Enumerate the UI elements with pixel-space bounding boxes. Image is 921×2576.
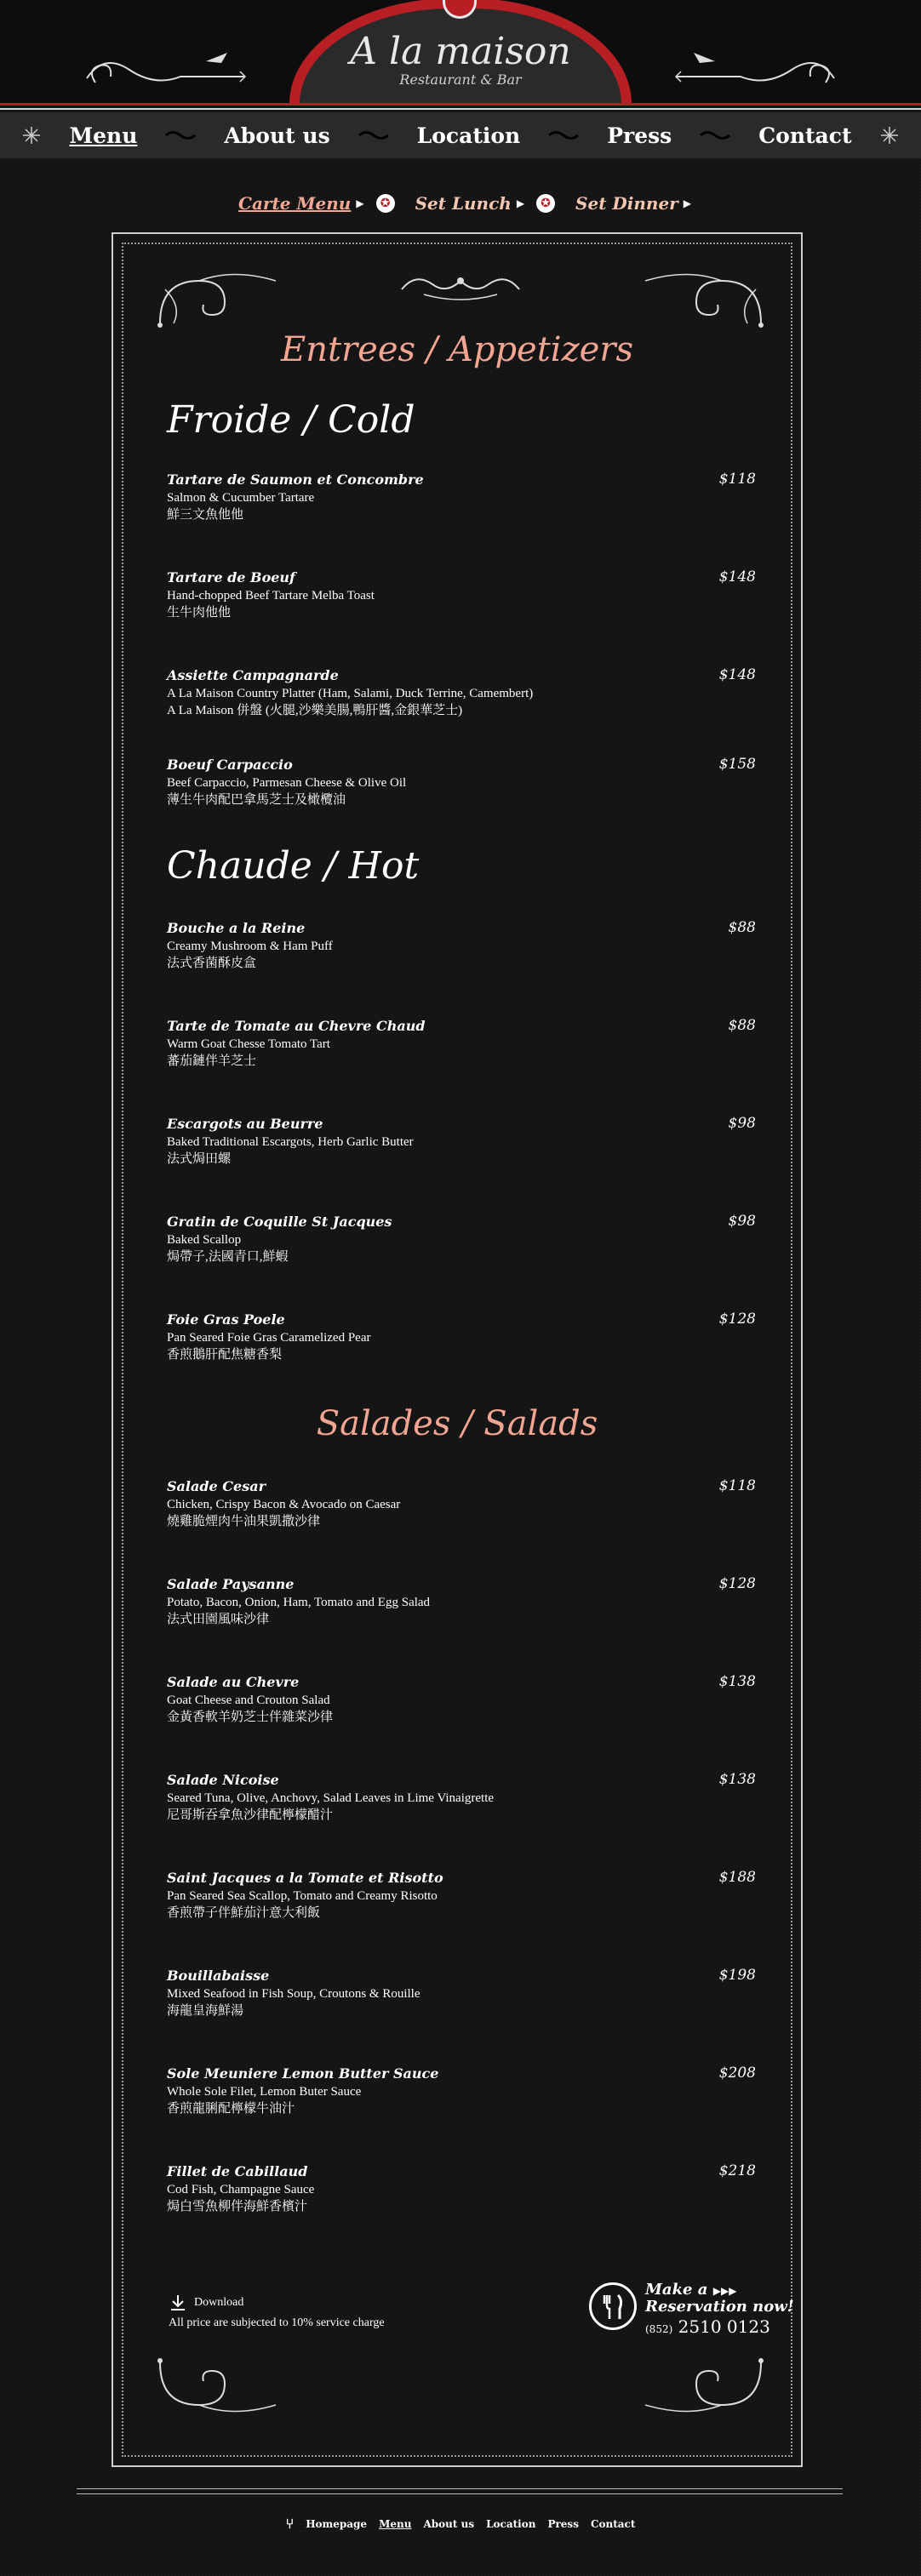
footer-link-location[interactable]: Location [486, 2517, 536, 2530]
service-charge-note: All price are subjected to 10% service charge [169, 2316, 385, 2329]
item-description-zh: 燒雞脆煙肉牛油果凱撒沙律 [167, 1515, 321, 1528]
item-name: Foie Gras Poele [167, 1311, 285, 1328]
item-description-zh: 薄生牛肉配巴拿馬芝士及橄欖油 [167, 793, 346, 807]
item-description-zh: 海龍皇海鮮湯 [167, 2004, 244, 2018]
menu-item [167, 756, 756, 808]
cutlery-icon [589, 2282, 637, 2330]
item-price: $158 [718, 756, 756, 773]
main-nav [0, 112, 921, 158]
item-description-zh: 焗白雪魚柳伴海鮮香檳汁 [167, 2200, 308, 2213]
menu-item [167, 1477, 756, 1530]
corner-ornament-top-left [157, 264, 284, 332]
section-title-entrees: Entrees / Appetizers [281, 330, 633, 369]
menu-item [167, 1213, 756, 1265]
menu-subnav [0, 189, 921, 218]
item-name: Saint Jacques a la Tomate et Risotto [167, 1870, 443, 1886]
item-name: Bouillabaisse [167, 1968, 270, 1984]
item-description: Seared Tuna, Olive, Anchovy, Salad Leaves in Lime Vinaigrette [167, 1791, 495, 1805]
item-name: Gratin de Coquille St Jacques [167, 1214, 392, 1230]
item-name: Assiette Campagnarde [167, 667, 339, 683]
corner-ornament-bottom-left [157, 2354, 284, 2422]
footer-fork-icon: ⑂ [285, 2516, 295, 2532]
item-description: Beef Carpaccio, Parmesan Cheese & Olive Oil [167, 776, 407, 790]
menu-item [167, 1869, 756, 1922]
item-description: Salmon & Cucumber Tartare [167, 491, 315, 505]
footer-divider [77, 2488, 843, 2489]
header-red-stripe [0, 103, 921, 106]
item-description: Creamy Mushroom & Ham Puff [167, 940, 333, 953]
logo-tagline: Restaurant & Bar [399, 71, 522, 88]
item-price: $88 [728, 919, 756, 936]
item-description: Baked Traditional Escargots, Herb Garlic Butter [167, 1135, 414, 1149]
section-title-salads: Salades / Salads [316, 1404, 598, 1443]
item-description-zh: 金黃香軟羊奶芝士伴雜菜沙律 [167, 1711, 334, 1724]
subnav-set-dinner[interactable]: Set Dinner [575, 193, 678, 214]
item-price: $118 [718, 471, 756, 488]
nav-about-us[interactable]: About us [224, 123, 330, 148]
chevron-right-icon: ▶ [516, 197, 525, 209]
item-description-zh: 香煎鵝肝配焦糖香梨 [167, 1348, 283, 1362]
footer-nav [0, 2516, 921, 2532]
footer-link-homepage[interactable]: Homepage [306, 2517, 368, 2530]
footer-divider [77, 2493, 843, 2494]
item-price: $198 [718, 1967, 756, 1984]
item-price: $148 [718, 568, 756, 585]
item-price: $128 [718, 1575, 756, 1592]
item-description-zh: 法式田園風味沙律 [167, 1613, 270, 1626]
nav-location[interactable]: Location [416, 123, 521, 148]
star-badge-icon: ✪ [536, 194, 555, 213]
item-price: $128 [718, 1311, 756, 1328]
item-description-zh: 蕃茄鏈伴羊芝士 [167, 1054, 257, 1068]
item-name: Escargots au Beurre [167, 1116, 323, 1132]
download-link[interactable] [169, 2293, 243, 2312]
item-price: $218 [718, 2162, 756, 2179]
item-name: Fillet de Cabillaud [167, 2163, 308, 2179]
item-description: Pan Seared Foie Gras Caramelized Pear [167, 1331, 371, 1345]
menu-item [167, 1967, 756, 2019]
item-description: Cod Fish, Champagne Sauce [167, 2183, 315, 2196]
footer-link-menu[interactable]: Menu [379, 2517, 412, 2530]
menu-item [167, 666, 756, 719]
nav-left-snowflake-icon [21, 125, 42, 146]
reservation-phone: (852) 2510 0123 [645, 2316, 770, 2337]
top-center-ornament [398, 269, 523, 303]
item-price: $208 [718, 2065, 756, 2082]
download-icon [169, 2293, 187, 2312]
menu-item [167, 2065, 756, 2117]
item-name: Tartare de Boeuf [167, 569, 295, 585]
item-description-zh: 香煎帶子伴鮮茄汁意大利飯 [167, 1906, 321, 1920]
item-price: $98 [728, 1213, 756, 1230]
menu-item [167, 2162, 756, 2215]
header-white-stripe [0, 108, 921, 110]
nav-press[interactable]: Press [607, 123, 672, 148]
chevron-right-icon: ▶ [683, 197, 691, 209]
menu-item [167, 1311, 756, 1363]
item-description-zh: 法式焗田螺 [167, 1152, 232, 1166]
subheading-hot: Chaude / Hot [167, 844, 420, 888]
item-price: $88 [728, 1017, 756, 1034]
corner-ornament-top-right [637, 264, 764, 332]
footer-link-contact[interactable]: Contact [590, 2517, 636, 2530]
item-description: Warm Goat Chesse Tomato Tart [167, 1037, 330, 1051]
item-description: Mixed Seafood in Fish Soup, Croutons & Rouille [167, 1987, 420, 2001]
nav-menu[interactable]: Menu [69, 123, 138, 148]
menu-item [167, 568, 756, 621]
item-description: Goat Cheese and Crouton Salad [167, 1694, 330, 1707]
subnav-carte-menu[interactable]: Carte Menu [238, 193, 352, 214]
item-description: Hand-chopped Beef Tartare Melba Toast [167, 589, 375, 603]
right-flourish-ornament [672, 44, 843, 95]
menu-item [167, 471, 756, 523]
nav-divider-icon [547, 129, 580, 141]
star-badge-icon: ✪ [376, 194, 395, 213]
nav-divider-icon [358, 129, 390, 141]
item-name: Tarte de Tomate au Chevre Chaud [167, 1018, 426, 1034]
item-description-zh: 尼哥斯吞拿魚沙律配檸檬醋汁 [167, 1808, 334, 1822]
subheading-cold: Froide / Cold [167, 398, 415, 442]
item-price: $118 [718, 1477, 756, 1494]
reservation-line-2: Reservation now! [645, 2298, 794, 2316]
item-description-zh: 生牛肉他他 [167, 606, 232, 620]
footer-link-about-us[interactable]: About us [423, 2517, 475, 2530]
menu-item [167, 1673, 756, 1726]
item-price: $138 [718, 1771, 756, 1788]
nav-contact[interactable]: Contact [758, 123, 852, 148]
item-name: Sole Meuniere Lemon Butter Sauce [167, 2065, 439, 2082]
item-price: $98 [728, 1115, 756, 1132]
menu-item [167, 1771, 756, 1824]
item-name: Bouche a la Reine [167, 920, 306, 936]
nav-divider-icon [699, 129, 731, 141]
item-description: Potato, Bacon, Onion, Ham, Tomato and Egg Salad [167, 1596, 431, 1609]
left-flourish-ornament [78, 44, 249, 95]
item-price: $188 [718, 1869, 756, 1886]
item-name: Boeuf Carpaccio [167, 757, 293, 773]
chevron-right-icon: ▶ [356, 197, 364, 209]
item-description: A La Maison Country Platter (Ham, Salami, Duck Terrine, Camembert) [167, 687, 534, 700]
menu-item [167, 1017, 756, 1070]
menu-item [167, 1575, 756, 1628]
reservation-cta[interactable] [589, 2281, 794, 2337]
item-description-zh: 焗帶子,法國青口,鮮蝦 [167, 1250, 289, 1264]
download-label: Download [194, 2296, 244, 2309]
subnav-set-lunch[interactable]: Set Lunch [415, 193, 512, 214]
nav-divider-icon [164, 129, 197, 141]
corner-ornament-bottom-right [637, 2354, 764, 2422]
menu-item [167, 919, 756, 972]
item-name: Tartare de Saumon et Concombre [167, 471, 424, 488]
item-description-zh: A La Maison 併盤 (火腿,沙樂美腸,鴨肝醬,金銀華芝士) [167, 704, 463, 717]
item-name: Salade Paysanne [167, 1576, 295, 1592]
footer-link-press[interactable]: Press [547, 2517, 579, 2530]
item-description-zh: 法式香菌酥皮盒 [167, 957, 257, 970]
item-description: Chicken, Crispy Bacon & Avocado on Caesar [167, 1498, 401, 1511]
menu-item [167, 1115, 756, 1168]
nav-right-snowflake-icon [879, 125, 900, 146]
logo-title[interactable]: A la maison [350, 30, 571, 73]
item-name: Salade Cesar [167, 1478, 266, 1494]
item-description: Pan Seared Sea Scallop, Tomato and Creamy Risotto [167, 1889, 438, 1903]
item-name: Salade Nicoise [167, 1772, 279, 1788]
item-price: $148 [718, 666, 756, 683]
item-name: Salade au Chevre [167, 1674, 300, 1690]
item-description: Baked Scallop [167, 1233, 242, 1247]
reservation-line-1: Make a ▶▶▶ [645, 2281, 737, 2299]
item-price: $138 [718, 1673, 756, 1690]
item-description: Whole Sole Filet, Lemon Buter Sauce [167, 2085, 362, 2099]
item-description-zh: 香煎龍脷配檸檬牛油汁 [167, 2102, 295, 2116]
item-description-zh: 鮮三文魚他他 [167, 508, 244, 522]
